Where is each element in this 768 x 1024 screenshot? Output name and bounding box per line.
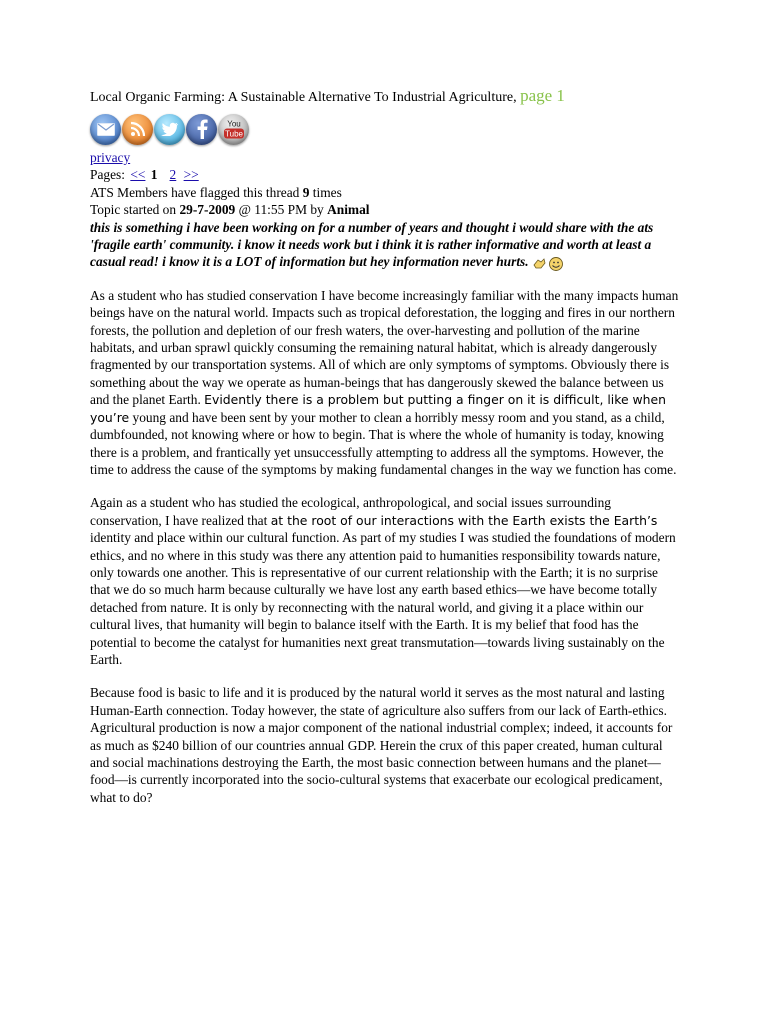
intro-body: this is something i have been working on for a number of years and thought i would share with the ats 'fragile earth' community. i know it needs work but i think it is rather informative and worth at least a casual read! i know it is a LOT of information but hey information never hurts.: [90, 219, 654, 270]
paragraph-1-rest: young and have been sent by your mother to clean a horribly messy room and you stand, as a child, dumbfounded, not knowing where or how to begin. That is where the whole of humanity is today, knowing there is a problem, and frantically yet unsuccessfully attempting to address all the symptoms. However, the time to address the cause of the symptoms by making fundamental changes in the way we function has come.: [90, 409, 677, 477]
paragraph-3: [90, 684, 680, 806]
flag-count-line: [90, 184, 680, 201]
thread-title: Local Organic Farming: A Sustainable Alternative To Industrial Agriculture,: [90, 90, 517, 105]
page-number-label: page 1: [520, 86, 565, 105]
rss-icon[interactable]: [122, 114, 153, 145]
page-title: [90, 86, 680, 108]
paragraph-1-text: As a student who has studied conservation I have become increasingly familiar with the many impacts human beings have on the natural world. Impacts such as tropical deforestation, the logging and fires in our northern forests, the pollution and depletion of our fresh waters, the over-harvesting and pollution of the marine habitats, and urban sprawl quickly consuming the remaining natural habitat, which is already dangerously fragmented by our transportation systems. All of which are only symptoms of symptoms. Obviously there is something about the way we operate as human-beings that has dangerously skewed the balance between us and the planet Earth.: [90, 287, 679, 408]
prev-page-link[interactable]: <<: [130, 167, 146, 183]
pages-label: Pages:: [90, 167, 125, 183]
svg-text:Tube: Tube: [224, 129, 243, 139]
intro-text: [90, 219, 680, 271]
next-page-link[interactable]: >>: [183, 167, 199, 183]
svg-text:You: You: [226, 119, 241, 129]
paragraph-3-text: Because food is basic to life and it is produced by the natural world it serves as the most natural and lasting Human-Earth connection. Today however, the state of agriculture also suffers from our lack of Earth-ethics. Agricultural production is now a major component of the national industrial complex; indeed, it accounts for as much as $240 billion of our countries annual GDP. Herein the crux of this paper created, human cultural and social machinations destroying the Earth, the most basic connection between humans and the planet—food—is currently incorporated into the socio-cultural systems that exacerbate our ecological predicament, what to do?: [90, 685, 673, 805]
paragraph-1: [90, 287, 680, 478]
youtube-icon[interactable]: [218, 114, 249, 145]
email-icon[interactable]: [90, 114, 121, 145]
topic-date: 29-7-2009: [179, 202, 236, 218]
current-page: 1: [150, 167, 158, 183]
smiley-icon: [532, 256, 566, 270]
twitter-icon[interactable]: [154, 114, 185, 145]
topic-prefix: Topic started on: [90, 202, 177, 218]
facebook-icon[interactable]: [186, 114, 217, 145]
pagination: [90, 166, 680, 183]
topic-author: Animal: [327, 202, 370, 218]
paragraph-2-sans-text: at the root of our interactions with the Earth exists the Earth’s: [270, 512, 658, 528]
flag-prefix: ATS Members have flagged this thread: [90, 184, 300, 200]
page-2-link[interactable]: 2: [169, 167, 177, 183]
paragraph-2-text: Again as a student who has studied the ecological, anthropological, and social issues surrounding conservation, I have realized that: [90, 495, 612, 528]
privacy-link[interactable]: privacy: [90, 150, 131, 165]
paragraph-2-rest: identity and place within our cultural function. As part of my studies I was studied the foundations of modern ethics, and no where in this study was there any attention paid to humanities responsibility towards nature, only towards one another. This is representative of our current relationship with the Earth; it is no surprise that we do so much harm because culturally we have lost any earth based ethics—we have become totally detached from nature. It is only by reconnecting with the natural world, and giving it a place within our cultural lives, that humanity will begin to balance itself with the Earth. It is my belief that food has the potential to become the catalyst for humanities next great transmutation—towards living sustainably on the Earth.: [90, 530, 676, 667]
topic-line: [90, 201, 680, 218]
share-icons: [90, 111, 680, 147]
flag-count: 9: [302, 184, 310, 200]
paragraph-2: [90, 494, 680, 668]
paragraph-1-sans-text: Evidently there is a problem but putting a finger on it is difficult, like when you’re: [90, 392, 666, 425]
document-page: [90, 86, 680, 806]
topic-time: @ 11:55 PM by: [238, 202, 324, 218]
flag-suffix: times: [312, 184, 342, 200]
